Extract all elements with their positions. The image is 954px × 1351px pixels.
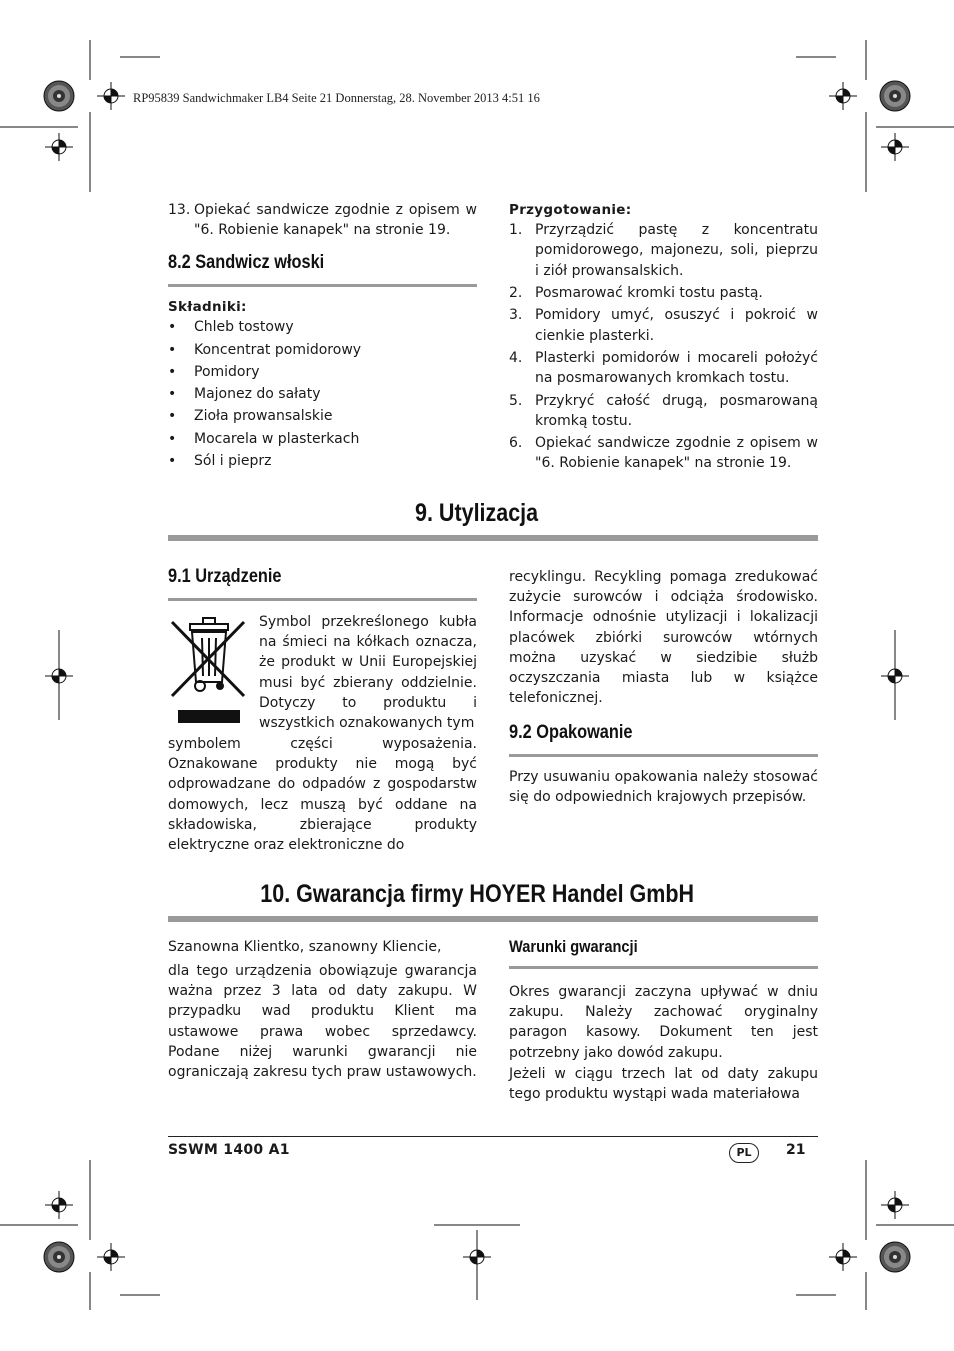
section-10-title: [0, 880, 954, 909]
weee-text-continued: recyklingu. Recykling pomaga zredukować zużycie surowców i odciąża środowisko. Informacje odnośnie utylizacji i lokalizacji placówek zbiórki surowców wtórnych można uzyskać w siedzibie służb oczyszczania miasta lub w książce telefonicznej.: [509, 569, 818, 707]
ingredient-text: Chleb tostowy: [194, 319, 294, 336]
ingredient-item: [168, 451, 477, 471]
bullet-icon: •: [168, 319, 177, 336]
bullet-icon: •: [168, 408, 177, 425]
step-text: Pomidory umyć, osuszyć i pokroić w cienkie plasterki.: [535, 307, 818, 344]
section-8-2-title: 8.2 Sandwicz włoski: [168, 252, 325, 273]
section-9-title: [0, 499, 954, 528]
ingredient-text: Majonez do sałaty: [194, 386, 321, 403]
ingredient-item: [168, 406, 477, 426]
bullet-icon: •: [168, 452, 177, 469]
ingredient-text: Pomidory: [194, 363, 260, 380]
footer-rule: [168, 1136, 818, 1137]
greeting: Szanowna Klientko, szanowny Kliencie,: [168, 939, 442, 955]
section-9-title-text: 9. Utylizacja: [415, 499, 539, 527]
footer-model: SSWM 1400 A1: [168, 1142, 290, 1158]
warranty-intro: dla tego urządzenia obowiązuje gwarancja ważna przez 3 lata od daty zakupu. W przypadku wad produktu Klient ma ustawowe prawa wobec sprzedawcy. Podane niżej warunki gwarancji nie ograniczają zakresu tych praw ustawowych.: [168, 963, 477, 1081]
ingredient-text: Mocarela w plasterkach: [194, 430, 360, 447]
print-header: RP95839 Sandwichmaker LB4 Seite 21 Donnerstag, 28. November 2013 4:51 16: [133, 91, 540, 105]
ingredients-list: [168, 317, 477, 471]
step-text: Przykryć całość drugą, posmarowaną kromką tostu.: [535, 392, 818, 429]
step-text: Przyrządzić pastę z koncentratu pomidorowego, majonezu, soli, pieprzu i ziół prowansalskich.: [535, 222, 818, 279]
packaging-text: Przy usuwaniu opakowania należy stosować się do odpowiednich krajowych przepisów.: [509, 769, 818, 806]
section-9-2-rule: [509, 754, 818, 757]
warranty-conditions-rule: [509, 966, 818, 969]
preparation-label: Przygotowanie:: [509, 202, 632, 218]
step-13-text: Opiekać sandwicze zgodnie z opisem w "6. Robienie kanapek" na stronie 19.: [194, 202, 477, 239]
warranty-conditions-title: Warunki gwarancji: [509, 937, 638, 956]
step-13: [168, 200, 477, 243]
preparation-steps: [509, 220, 818, 473]
step-number: 1.: [509, 222, 523, 239]
section-10-title-text: 10. Gwarancja firmy HOYER Handel GmbH: [260, 880, 694, 908]
ingredient-item: [168, 429, 477, 449]
preparation-step: [509, 433, 818, 473]
step-number: 5.: [509, 392, 523, 409]
page-number: 21: [786, 1142, 806, 1158]
preparation-step: [509, 283, 818, 303]
ingredient-item: [168, 362, 477, 382]
step-text: Opiekać sandwicze zgodnie z opisem w "6. Robienie kanapek" na stronie 19.: [535, 435, 818, 472]
preparation-block: [509, 200, 818, 476]
ingredient-item: [168, 384, 477, 404]
section-8-2-rule: [168, 284, 477, 287]
weee-text-beside: Symbol przekreślonego kubła na śmieci na kółkach oznacza, że produkt w Unii Europejskiej musi być zbierany oddzielnie. Dotyczy to produktu i wszystkich oznakowanych tym: [259, 614, 477, 732]
preparation-step: [509, 348, 818, 388]
step-number: 3.: [509, 307, 523, 324]
ingredient-text: Sól i pieprz: [194, 452, 272, 469]
section-9-1-rule: [168, 598, 477, 601]
step-number: 2.: [509, 285, 523, 301]
section-10-rule: [168, 916, 818, 922]
weee-text-below: symbolem części wyposażenia. Oznakowane produkty nie mogą być odprowadzane do odpadów z gospodarstw domowych, lecz muszą być oddane na składowiska, zbierające produkty elektryczne oraz elektroniczne do: [168, 736, 477, 854]
step-number: 4.: [509, 349, 523, 366]
bullet-icon: •: [168, 363, 177, 380]
ingredient-text: Koncentrat pomidorowy: [194, 341, 362, 358]
preparation-step: [509, 305, 818, 345]
ingredient-item: [168, 340, 477, 360]
language-badge: PL: [729, 1143, 759, 1163]
bullet-icon: •: [168, 341, 177, 358]
step-number: 6.: [509, 435, 523, 452]
step-text: Plasterki pomidorów i mocareli położyć na posmarowanych kromkach tostu.: [535, 349, 818, 387]
ingredients-label: Składniki:: [168, 299, 247, 315]
warranty-conditions-p2: Jeżeli w ciągu trzech lat od daty zakupu tego produktu wystąpi wada materiałowa: [509, 1066, 818, 1103]
section-9-rule: [168, 535, 818, 541]
preparation-step: [509, 220, 818, 281]
warranty-conditions-p1: Okres gwarancji zaczyna upływać w dniu zakupu. Należy zachować oryginalny paragon kasowy. Dokument ten jest potrzebny jako dowód zakupu.: [509, 984, 818, 1061]
bullet-icon: •: [168, 430, 177, 447]
ingredients-block: [168, 297, 477, 473]
step-13-number: 13.: [168, 202, 191, 218]
ingredient-text: Zioła prowansalskie: [194, 408, 333, 425]
ingredient-item: [168, 317, 477, 337]
section-9-2-title: 9.2 Opakowanie: [509, 722, 633, 743]
step-text: Posmarować kromki tostu pastą.: [535, 285, 763, 301]
section-9-1-title: 9.1 Urządzenie: [168, 566, 282, 587]
bullet-icon: •: [168, 386, 177, 403]
preparation-step: [509, 391, 818, 431]
weee-bin-icon: [168, 612, 250, 724]
